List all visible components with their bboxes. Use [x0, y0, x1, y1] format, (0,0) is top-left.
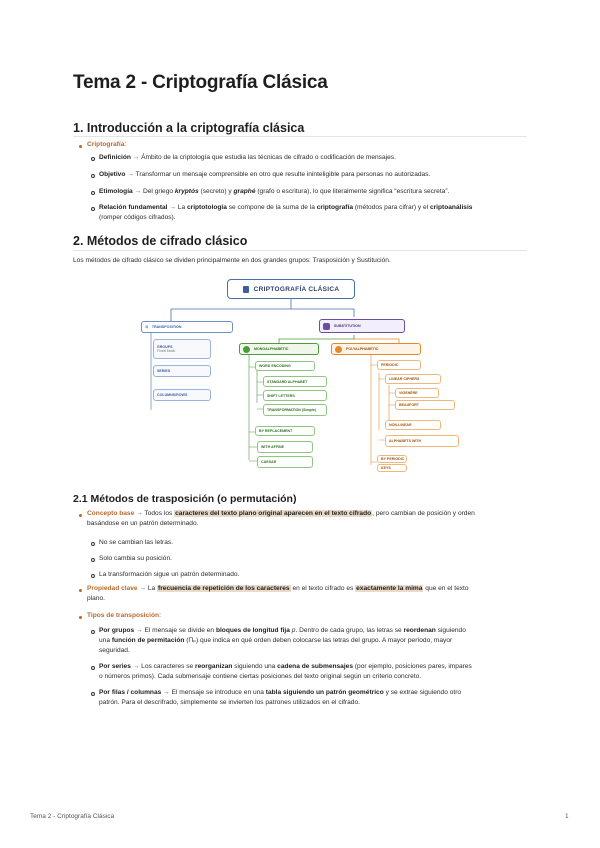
- bullet: [91, 692, 95, 696]
- poly-item: VIGENÈRE: [395, 388, 439, 398]
- circle-icon: [243, 346, 250, 353]
- mono-item: CAESAR: [257, 456, 313, 468]
- bullet: [91, 174, 95, 178]
- diagram-title: CRIPTOGRAFÍA CLÁSICA: [227, 279, 355, 299]
- poly-item: PERIODIC: [377, 360, 421, 370]
- bullet: [79, 616, 82, 619]
- bullet: [79, 589, 82, 592]
- bullet: [91, 207, 95, 211]
- relacion-item-cont: (romper códigos cifrados).: [99, 214, 176, 221]
- mono-item: WORD ENCODING: [255, 361, 315, 371]
- mono-item: STANDARD ALPHABET: [263, 376, 327, 387]
- bullet: [91, 157, 95, 161]
- section-1-rule: [73, 136, 527, 137]
- objetivo-item: Objetivo → Transformar un mensaje comprensible en otro que resulte ininteligible para personas no autorizadas.: [99, 171, 431, 178]
- concepto-base: Concepto base → Todos los caracteres del texto plano original aparecen en el texto cifrado, pero cambian de posición y orden: [87, 510, 475, 517]
- groups-node: GROUPS Fixed block: [153, 339, 211, 359]
- series-node: SERIES: [153, 365, 211, 377]
- bullet: [91, 542, 95, 546]
- por-grupos-cont2: seguridad.: [99, 647, 130, 654]
- poly-item: ALPHABETS WITH: [385, 435, 459, 447]
- poly-item: BY PERIODIC: [377, 455, 407, 463]
- key-icon: [335, 346, 342, 353]
- section-2-heading: 2. Métodos de cifrado clásico: [73, 234, 248, 248]
- propiedad-clave-cont: plano.: [87, 595, 105, 602]
- por-series-cont: o números primos). Cada submensaje contiene ciertas posiciones del texto original según un criterio concreto.: [99, 673, 422, 680]
- por-filas-cont: patrón. Para el descrifrado, simplemente se invierten los patrones utilizados en el cifrado.: [99, 699, 360, 706]
- mono-item: TRANSFORMATION (Simple): [263, 404, 327, 416]
- section-2-intro: Los métodos de cifrado clásico se dividen principalmente en dos grandes grupos: Trasposición y Sustitución.: [73, 257, 391, 264]
- footer-title: Tema 2 - Criptografía Clásica: [30, 813, 115, 820]
- bullet: [79, 145, 82, 148]
- bullet: [79, 514, 82, 517]
- sub-item: No se cambian las letras.: [99, 539, 174, 546]
- bullet: [91, 666, 95, 670]
- poly-item: LINEAR CIPHERS: [385, 374, 441, 384]
- definicion-item: Definición → Ámbito de la criptología que estudia las técnicas de cifrado o codificación de mensajes.: [99, 154, 396, 161]
- section-1-heading: 1. Introducción a la criptografía clásica: [73, 121, 305, 135]
- tipos-label: Tipos de transposición:: [87, 612, 161, 619]
- page-number: 1: [565, 813, 569, 820]
- transposition-node: ⤨ TRANSPOSITION: [141, 321, 233, 333]
- bullet: [91, 558, 95, 562]
- propiedad-clave: Propiedad clave → La frecuencia de repetición de los caracteres en el texto cifrado es exactamente la mima que en el texto: [87, 585, 469, 592]
- bullet: [91, 630, 95, 634]
- poly-item: BEAUFORT: [395, 400, 455, 410]
- page-title: Tema 2 - Criptografía Clásica: [73, 72, 328, 93]
- por-grupos-cont: una función de permitación (Πₚ) que indica en qué orden deben colocarse las letras del grupo. A mayor período, mayor: [99, 637, 453, 644]
- etimologia-item: Etimología → Del griego kryptós (secreto) y graphé (grafo o escritura), lo que literalmente significa “escritura secreta”.: [99, 188, 450, 195]
- poly-item: NON-LINEAR: [385, 420, 441, 430]
- lock-icon: [323, 323, 330, 330]
- mono-item: WITH AFFINE: [257, 441, 313, 453]
- shuffle-icon: ⤨: [145, 325, 148, 329]
- sub-item: La transformación sigue un patrón determinado.: [99, 571, 240, 578]
- mono-node: MONOALPHABETIC: [239, 343, 319, 355]
- substitution-node: SUBSTITUTION: [319, 319, 405, 333]
- mono-item: SHIFT LETTERS: [263, 390, 327, 401]
- por-series: Por series → Los caracteres se reorganizan siguiendo una cadena de submensajes (por ejemplo, posiciones pares, impares: [99, 663, 472, 670]
- shield-icon: [243, 286, 249, 293]
- sub-item: Solo cambia su posición.: [99, 555, 172, 562]
- relacion-item: Relación fundamental → La criptotología se compone de la suma de la criptografía (métodos para cifrar) y el criptoanálisis: [99, 204, 473, 211]
- por-filas: Por filas / columnas → El mensaje se introduce en una tabla siguiendo un patrón geométrico y se extrae siguiendo otro: [99, 689, 462, 696]
- criptografia-term: Criptografía:: [87, 141, 127, 148]
- por-grupos: Por grupos → El mensaje se divide en bloques de longitud fija p. Dentro de cada grupo, las letras se reordenan siguiendo: [99, 627, 466, 634]
- mono-item: BY REPLACEMENT: [255, 426, 315, 436]
- cipher-methods-diagram: [139, 275, 462, 473]
- section-2-1-heading: 2.1 Métodos de trasposición (o permutación): [73, 493, 297, 505]
- columns-node: COLUMNS/ROWS: [153, 389, 211, 401]
- poly-item: KEYS: [377, 464, 407, 472]
- poly-node: POLYALPHABETIC: [331, 343, 421, 355]
- section-2-rule: [73, 250, 527, 251]
- bullet: [91, 191, 95, 195]
- bullet: [91, 574, 95, 578]
- concepto-base-cont: basándose en un patrón determinado.: [87, 520, 199, 527]
